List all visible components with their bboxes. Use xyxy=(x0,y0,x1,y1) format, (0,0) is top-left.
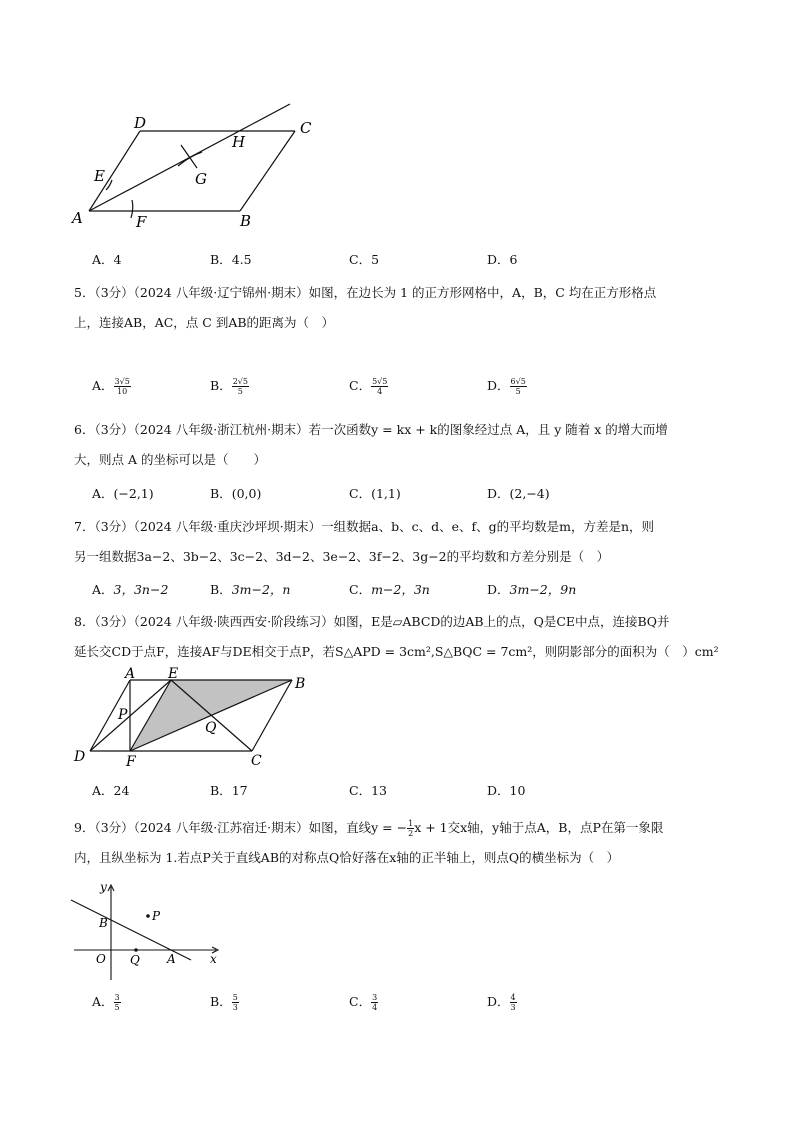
q8-label-b: B xyxy=(295,676,306,692)
q4-label-f: F xyxy=(136,213,147,231)
q4-label-c: C xyxy=(300,119,312,137)
q8-label-f: F xyxy=(126,754,136,770)
q5-line1: 5．（3分）（2024 八年级·辽宁锦州·期末）如图，在边长为 1 的正方形网格中，A，B，C 均在正方形格点 xyxy=(74,285,657,300)
q8-label-q: Q xyxy=(205,720,217,736)
q4-option-c[interactable]: C．5 xyxy=(349,252,380,267)
q8-stem xyxy=(74,612,764,659)
q5-option-d[interactable]: D． $\frac{6√5}{5}$ xyxy=(487,377,526,396)
q6-option-a[interactable]: A．(−2,1) xyxy=(92,486,154,501)
q9-label-y: y xyxy=(100,880,107,894)
q9-option-d[interactable]: D． $\frac{4}{3}$ xyxy=(487,993,516,1012)
q9-label-b: B xyxy=(99,916,108,930)
q9-option-c[interactable]: C． $\frac{3}{4}$ xyxy=(349,993,378,1012)
q5-line2: 上，连接AB，AC，点 C 到AB的距离为（ ） xyxy=(74,315,335,330)
q4-figure xyxy=(60,100,320,240)
q4-label-a: A xyxy=(72,209,83,227)
q9-label-a: A xyxy=(167,952,176,966)
q4-option-a[interactable]: A．4 xyxy=(92,252,122,267)
q8-label-e: E xyxy=(168,666,179,682)
q5-stem xyxy=(74,283,764,330)
q8-label-c: C xyxy=(251,753,262,769)
q6-line1: 6．（3分）（2024 八年级·浙江杭州·期末）若一次函数y = kx + k的图象经过点 A，且 y 随着 x 的增大而增 xyxy=(74,422,668,437)
q7-option-c[interactable]: C．m−2，3n xyxy=(349,582,430,597)
q8-option-c[interactable]: C．13 xyxy=(349,783,387,798)
q8-line1: 8．（3分）（2024 八年级·陕西西安·阶段练习）如图，E是▱ABCD的边AB上的点，Q是CE中点，连接BQ并 xyxy=(74,614,670,629)
q8-label-d: D xyxy=(74,749,86,765)
q6-stem xyxy=(74,420,764,467)
q8-option-b[interactable]: B．17 xyxy=(210,783,248,798)
q5-option-b[interactable]: B． $\frac{2√5}{5}$ xyxy=(210,377,248,396)
q6-option-b[interactable]: B．(0,0) xyxy=(210,486,262,501)
q9-line2: 内，且纵坐标为 1.若点P关于直线AB的对称点Q恰好落在x轴的正半轴上，则点Q的横坐标为（ ） xyxy=(74,850,620,865)
q8-line2: 延长交CD于点F，连接AF与DE相交于点P，若S△APD = 3cm²,S△BQC = 7cm²，则阴影部分的面积为（ ）cm² xyxy=(74,644,719,659)
q8-label-a: A xyxy=(125,666,136,682)
q4-option-b[interactable]: B．4.5 xyxy=(210,252,252,267)
q8-figure xyxy=(70,666,320,772)
q7-stem xyxy=(74,517,764,564)
q4-label-d: D xyxy=(134,114,147,132)
q8-option-d[interactable]: D．10 xyxy=(487,783,526,798)
q8-label-p: P xyxy=(118,707,128,723)
q8-option-a[interactable]: A．24 xyxy=(92,783,130,798)
q9-label-q: Q xyxy=(130,953,140,967)
q9-line1: 9．（3分）（2024 八年级·江苏宿迁·期末）如图，直线y = − $\frac{1}{2}$ x + 1交x轴，y轴于点A，B，点P在第一象限 xyxy=(74,819,664,838)
q9-label-o: O xyxy=(96,952,106,966)
q9-figure xyxy=(66,875,236,985)
q4-label-g: G xyxy=(195,170,207,188)
q9-label-x: x xyxy=(210,952,217,966)
q7-option-b[interactable]: B．3m−2，n xyxy=(210,582,291,597)
q4-label-h: H xyxy=(232,133,246,151)
q4-label-e: E xyxy=(94,167,105,185)
q6-line2: 大，则点 A 的坐标可以是（ ） xyxy=(74,452,266,467)
q9-option-b[interactable]: B． $\frac{5}{3}$ xyxy=(210,993,238,1012)
q7-option-a[interactable]: A．3，3n−2 xyxy=(92,582,169,597)
q6-option-c[interactable]: C．(1,1) xyxy=(349,486,401,501)
q4-label-b: B xyxy=(240,212,252,230)
q4-option-d[interactable]: D．6 xyxy=(487,252,518,267)
q7-line1: 7．（3分）（2024 八年级·重庆沙坪坝·期末）一组数据a、b、c、d、e、f、g的平均数是m，方差是n，则 xyxy=(74,519,655,534)
q7-option-d[interactable]: D．3m−2，9n xyxy=(487,582,577,597)
q5-option-c[interactable]: C． $\frac{5√5}{4}$ xyxy=(349,377,388,396)
q9-option-a[interactable]: A． $\frac{3}{5}$ xyxy=(92,993,120,1012)
q6-option-d[interactable]: D．(2,−4) xyxy=(487,486,550,501)
q7-line2: 另一组数据3a−2、3b−2、3c−2、3d−2、3e−2、3f−2、3g−2的平均数和方差分别是（ ） xyxy=(74,549,610,564)
q5-option-a[interactable]: A． $\frac{3√5}{10}$ xyxy=(92,377,130,396)
q9-stem xyxy=(74,818,764,865)
q9-label-p: P xyxy=(152,909,161,923)
